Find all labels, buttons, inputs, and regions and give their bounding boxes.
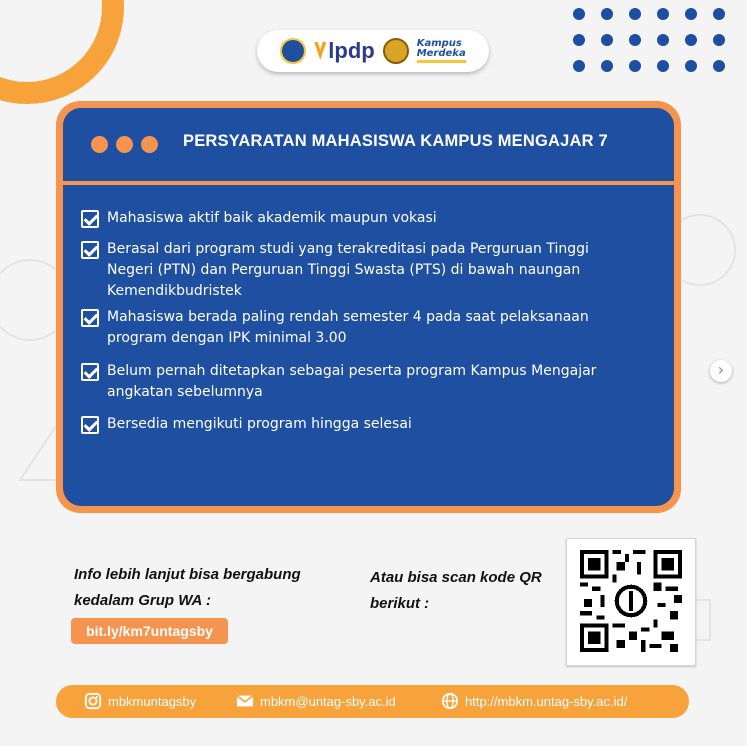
scan-text: Atau bisa scan kode QR berikut :: [370, 569, 542, 612]
checkbox-icon: [81, 363, 99, 381]
requirement-item: Berasal dari program studi yang terakreditasi pada Perguruan Tinggi Negeri (PTN) dan Perguruan Tinggi Swasta (PTS) di bawah naungan Kemendikbudristek: [81, 239, 637, 302]
footer-bar: [56, 685, 689, 718]
footer-instagram[interactable]: mbkmuntagsby: [84, 692, 196, 710]
kemendikbud-logo: [280, 38, 306, 64]
card-divider: [63, 181, 674, 185]
requirement-item: Mahasiswa berada paling rendah semester 4 pada saat pelaksanaan program dengan IPK minimal 3.00: [81, 307, 637, 349]
qr-code-icon: [580, 550, 682, 652]
requirement-item: Mahasiswa aktif baik akademik maupun vokasi: [81, 208, 637, 229]
requirement-item: Bersedia mengikuti program hingga selesai: [81, 414, 637, 435]
requirements-card: [63, 108, 674, 506]
footer-website[interactable]: http://mbkm.untag-sby.ac.id/: [441, 692, 627, 710]
header-dots: [91, 136, 158, 153]
seal-logo: [383, 38, 409, 64]
mail-icon: [236, 692, 254, 710]
globe-icon: [441, 692, 459, 710]
qr-code: [566, 538, 696, 666]
instagram-icon: [84, 692, 102, 710]
footer-email[interactable]: mbkm@untag-sby.ac.id: [236, 692, 396, 710]
decorative-dots: [573, 8, 727, 72]
checkbox-icon: [81, 241, 99, 259]
wa-group-link[interactable]: bit.ly/km7untagsby: [71, 618, 228, 644]
requirement-item: Belum pernah ditetapkan sebagai peserta program Kampus Mengajar angkatan sebelumnya: [81, 361, 637, 403]
checkbox-icon: [81, 416, 99, 434]
info-text: Info lebih lanjut bisa bergabung kedalam Grup WA :: [74, 566, 301, 609]
checkbox-icon: [81, 309, 99, 327]
kampus-merdeka-logo: Kampus Merdeka: [417, 39, 466, 63]
checkbox-icon: [81, 210, 99, 228]
card-header: [63, 108, 674, 181]
logo-bar: [257, 30, 489, 72]
next-slide-button[interactable]: ›: [710, 360, 732, 382]
card-title: PERSYARATAN MAHASISWA KAMPUS MENGAJAR 7: [183, 132, 608, 150]
lpdp-logo: lpdp: [314, 38, 374, 64]
